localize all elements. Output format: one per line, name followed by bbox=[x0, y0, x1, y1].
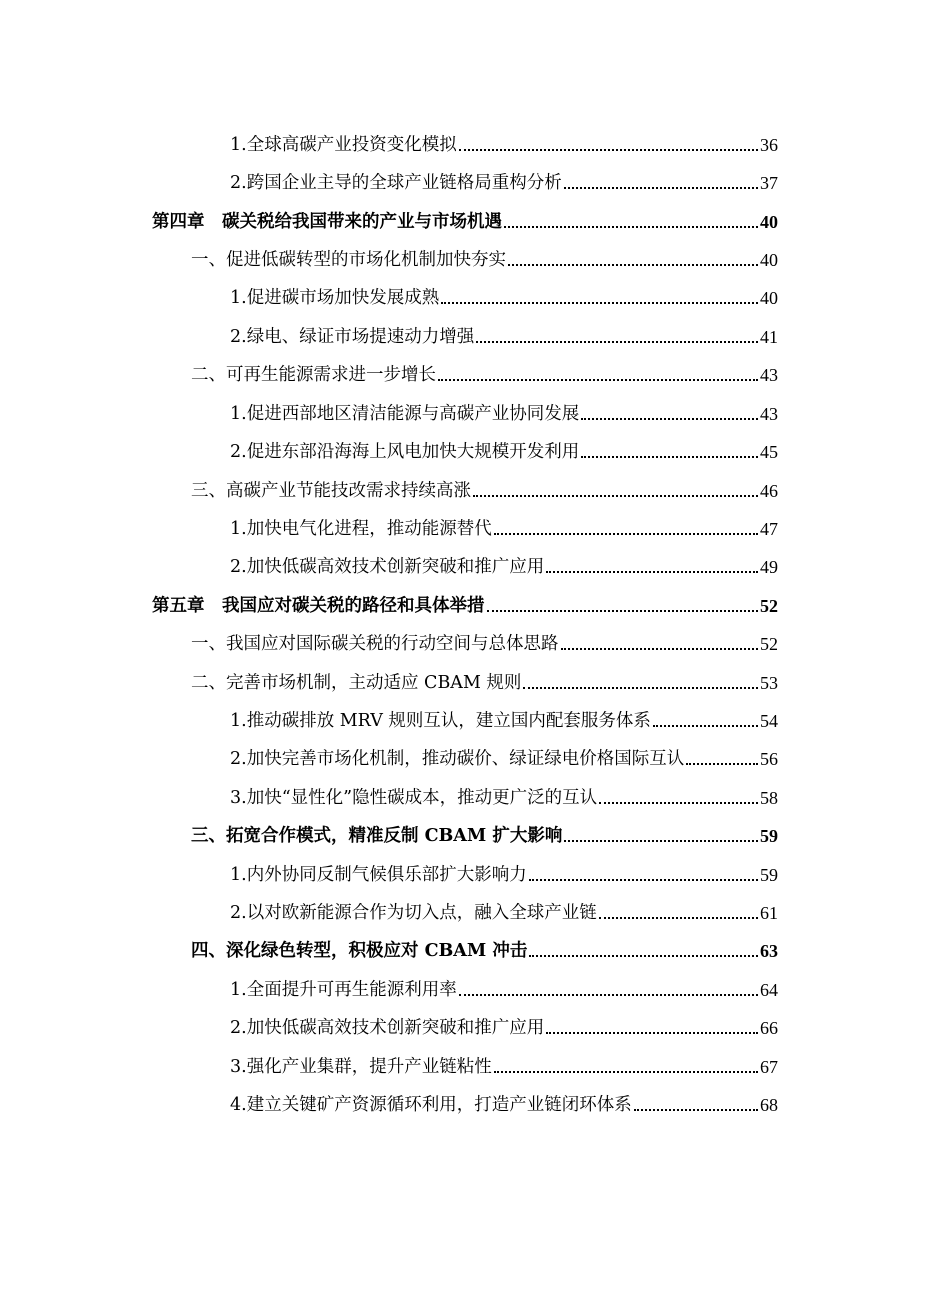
toc-chapter-entry[interactable] bbox=[152, 589, 778, 617]
toc-entry-page: 56 bbox=[760, 749, 778, 769]
toc-entry-page: 37 bbox=[760, 173, 778, 193]
toc-entry-title: 四、深化绿色转型，积极应对 CBAM 冲击 bbox=[191, 941, 528, 961]
toc-entry-title: 1.内外协同反制气候俱乐部扩大影响力 bbox=[230, 865, 527, 885]
toc-entry-page: 53 bbox=[760, 673, 778, 693]
toc-leader-dots bbox=[459, 994, 758, 996]
toc-entry-title: 三、拓宽合作模式，精准反制 CBAM 扩大影响 bbox=[191, 826, 563, 846]
toc-entry-title: 3.加快“显性化”隐性碳成本，推动更广泛的互认 bbox=[230, 788, 598, 808]
toc-entry[interactable] bbox=[230, 435, 778, 463]
toc-leader-dots bbox=[564, 187, 758, 189]
toc-entry-page: 66 bbox=[760, 1018, 778, 1038]
toc-entry-page: 46 bbox=[760, 481, 778, 501]
toc-leader-dots bbox=[487, 610, 759, 612]
toc-entry-page: 43 bbox=[760, 365, 778, 385]
toc-entry-page: 61 bbox=[760, 903, 778, 923]
toc-entry-title: 二、完善市场机制，主动适应 CBAM 规则 bbox=[191, 673, 522, 693]
toc-entry-page: 36 bbox=[760, 135, 778, 155]
toc-leader-dots bbox=[441, 302, 758, 304]
toc-entry[interactable] bbox=[230, 1050, 778, 1078]
toc-entry-page: 59 bbox=[760, 865, 778, 885]
toc-entry[interactable] bbox=[230, 128, 778, 156]
toc-entry-page: 40 bbox=[760, 212, 778, 232]
toc-leader-dots bbox=[529, 955, 758, 957]
toc-entry-title: 2.促进东部沿海海上风电加快大规模开发利用 bbox=[230, 442, 580, 462]
toc-entry[interactable] bbox=[230, 896, 778, 924]
toc-entry-page: 67 bbox=[760, 1057, 778, 1077]
toc-entry-page: 47 bbox=[760, 519, 778, 539]
toc-section-entry[interactable] bbox=[191, 934, 778, 962]
toc-entry[interactable] bbox=[230, 397, 778, 425]
toc-entry-title: 1.促进西部地区清洁能源与高碳产业协同发展 bbox=[230, 404, 580, 424]
toc-entry-title: 1.加快电气化进程，推动能源替代 bbox=[230, 519, 492, 539]
toc-entry-title: 2.加快低碳高效技术创新突破和推广应用 bbox=[230, 557, 545, 577]
toc-leader-dots bbox=[581, 456, 758, 458]
toc-entry[interactable] bbox=[230, 781, 778, 809]
toc-entry-title: 2.跨国企业主导的全球产业链格局重构分析 bbox=[230, 173, 562, 193]
toc-leader-dots bbox=[504, 226, 758, 228]
toc-leader-dots bbox=[599, 802, 758, 804]
toc-entry-page: 54 bbox=[760, 711, 778, 731]
toc-chapter-entry[interactable] bbox=[152, 205, 778, 233]
toc-entry-title: 1.促进碳市场加快发展成熟 bbox=[230, 288, 440, 308]
toc-entry[interactable] bbox=[230, 1011, 778, 1039]
toc-entry-title: 1.推动碳排放 MRV 规则互认，建立国内配套服务体系 bbox=[230, 711, 651, 731]
toc-leader-dots bbox=[546, 571, 758, 573]
toc-leader-dots bbox=[564, 840, 758, 842]
toc-section-entry[interactable] bbox=[191, 358, 778, 386]
toc-entry[interactable] bbox=[230, 512, 778, 540]
toc-leader-dots bbox=[546, 1032, 758, 1034]
toc-leader-dots bbox=[599, 917, 758, 919]
toc-leader-dots bbox=[529, 879, 758, 881]
toc-entry-title: 4.建立关键矿产资源循环利用，打造产业链闭环体系 bbox=[230, 1095, 632, 1115]
toc-entry-title: 2.加快低碳高效技术创新突破和推广应用 bbox=[230, 1018, 545, 1038]
toc-section-entry[interactable] bbox=[191, 666, 778, 694]
toc-entry-title: 一、我国应对国际碳关税的行动空间与总体思路 bbox=[191, 634, 559, 654]
toc-section-entry[interactable] bbox=[191, 819, 778, 847]
toc-leader-dots bbox=[634, 1109, 758, 1111]
toc-section-entry[interactable] bbox=[191, 474, 778, 502]
toc-entry-page: 40 bbox=[760, 250, 778, 270]
toc-entry[interactable] bbox=[230, 166, 778, 194]
toc-entry-title: 2.绿电、绿证市场提速动力增强 bbox=[230, 327, 475, 347]
toc-leader-dots bbox=[686, 763, 758, 765]
toc-leader-dots bbox=[438, 379, 758, 381]
toc-entry-page: 58 bbox=[760, 788, 778, 808]
toc-entry-page: 41 bbox=[760, 327, 778, 347]
toc-leader-dots bbox=[561, 648, 759, 650]
toc-leader-dots bbox=[494, 533, 758, 535]
toc-entry-title: 二、可再生能源需求进一步增长 bbox=[191, 365, 436, 385]
toc-entry-page: 43 bbox=[760, 404, 778, 424]
toc-leader-dots bbox=[523, 687, 758, 689]
toc-entry[interactable] bbox=[230, 550, 778, 578]
toc-entry[interactable] bbox=[230, 281, 778, 309]
toc-section-entry[interactable] bbox=[191, 627, 778, 655]
toc-entry-page: 68 bbox=[760, 1095, 778, 1115]
toc-leader-dots bbox=[494, 1071, 758, 1073]
toc-entry-title: 1.全面提升可再生能源利用率 bbox=[230, 980, 457, 1000]
toc-leader-dots bbox=[581, 418, 758, 420]
toc-entry-title: 三、高碳产业节能技改需求持续高涨 bbox=[191, 481, 471, 501]
toc-entry-page: 59 bbox=[760, 826, 778, 846]
toc-entry[interactable] bbox=[230, 704, 778, 732]
toc-entry-page: 52 bbox=[760, 634, 778, 654]
toc-leader-dots bbox=[473, 495, 758, 497]
toc-entry[interactable] bbox=[230, 973, 778, 1001]
toc-entry-title: 1.全球高碳产业投资变化模拟 bbox=[230, 135, 457, 155]
toc-entry-title: 第四章 碳关税给我国带来的产业与市场机遇 bbox=[152, 212, 502, 232]
toc-entry[interactable] bbox=[230, 858, 778, 886]
toc-entry-page: 64 bbox=[760, 980, 778, 1000]
toc-entry-page: 63 bbox=[760, 941, 778, 961]
toc-leader-dots bbox=[653, 725, 758, 727]
toc-leader-dots bbox=[459, 149, 758, 151]
toc-entry-title: 一、促进低碳转型的市场化机制加快夯实 bbox=[191, 250, 506, 270]
toc-leader-dots bbox=[508, 264, 758, 266]
toc-entry[interactable] bbox=[230, 1088, 778, 1116]
toc-leader-dots bbox=[476, 341, 758, 343]
toc-entry-page: 52 bbox=[760, 596, 778, 616]
toc-entry-title: 2.以对欧新能源合作为切入点，融入全球产业链 bbox=[230, 903, 597, 923]
toc-entry-title: 3.强化产业集群，提升产业链粘性 bbox=[230, 1057, 492, 1077]
toc-entry-title: 第五章 我国应对碳关税的路径和具体举措 bbox=[152, 596, 485, 616]
toc-entry[interactable] bbox=[230, 320, 778, 348]
toc-entry-title: 2.加快完善市场化机制，推动碳价、绿证绿电价格国际互认 bbox=[230, 749, 685, 769]
toc-entry-page: 40 bbox=[760, 288, 778, 308]
toc-entry-page: 49 bbox=[760, 557, 778, 577]
toc-entry[interactable] bbox=[230, 742, 778, 770]
toc-entry-page: 45 bbox=[760, 442, 778, 462]
toc-section-entry[interactable] bbox=[191, 243, 778, 271]
